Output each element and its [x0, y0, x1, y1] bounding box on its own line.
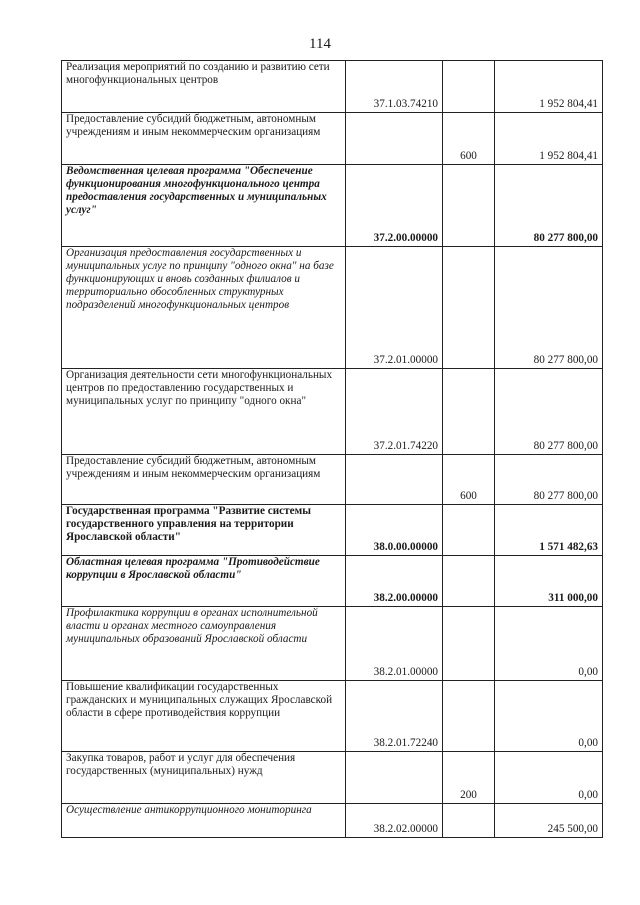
table-row [62, 369, 603, 455]
row-code-cell: 38.2.00.00000 [346, 556, 443, 607]
row-expense-type-cell [443, 556, 495, 607]
row-amount-cell: 1 571 482,63 [495, 505, 603, 556]
table-row [62, 113, 603, 165]
row-expense-type-cell: 600 [443, 113, 495, 165]
budget-table-body [62, 61, 603, 838]
row-amount-cell: 1 952 804,41 [495, 113, 603, 165]
table-row [62, 165, 603, 247]
row-amount-cell: 0,00 [495, 752, 603, 804]
row-code-cell: 38.0.00.00000 [346, 505, 443, 556]
row-expense-type-cell: 200 [443, 752, 495, 804]
row-name-cell: Осуществление антикоррупционного мониторинга [62, 804, 346, 838]
table-row [62, 752, 603, 804]
row-name-cell: Государственная программа "Развитие системы государственного управления на территории Ярославской области" [62, 505, 346, 556]
table-row [62, 607, 603, 681]
row-name-cell: Ведомственная целевая программа "Обеспечение функционирования многофункционального центра предоставления государственных и муниципальных услуг" [62, 165, 346, 247]
row-name-cell: Областная целевая программа "Противодействие коррупции в Ярославской области" [62, 556, 346, 607]
row-amount-cell: 0,00 [495, 681, 603, 752]
row-name-cell: Повышение квалификации государственных гражданских и муниципальных служащих Ярославской области в сфере противодействия коррупции [62, 681, 346, 752]
row-expense-type-cell [443, 505, 495, 556]
row-amount-cell: 80 277 800,00 [495, 369, 603, 455]
row-expense-type-cell [443, 607, 495, 681]
table-row [62, 61, 603, 113]
table-row [62, 681, 603, 752]
row-code-cell: 37.1.03.74210 [346, 61, 443, 113]
row-code-cell: 37.2.00.00000 [346, 165, 443, 247]
row-name-cell: Закупка товаров, работ и услуг для обеспечения государственных (муниципальных) нужд [62, 752, 346, 804]
table-row [62, 455, 603, 505]
row-amount-cell: 311 000,00 [495, 556, 603, 607]
row-code-cell: 37.2.01.74220 [346, 369, 443, 455]
budget-table [61, 60, 603, 838]
page-number: 114 [309, 36, 331, 52]
row-expense-type-cell [443, 804, 495, 838]
row-expense-type-cell [443, 247, 495, 369]
row-expense-type-cell: 600 [443, 455, 495, 505]
row-name-cell: Организация предоставления государственных и муниципальных услуг по принципу "одного окна" на базе функционирующих и вновь созданных филиалов и территориально обособленных структурных подразделений многофункциональных центров [62, 247, 346, 369]
row-expense-type-cell [443, 165, 495, 247]
row-name-cell: Профилактика коррупции в органах исполнительной власти и органах местного самоуправления муниципальных образований Ярославской области [62, 607, 346, 681]
row-code-cell: 38.2.01.72240 [346, 681, 443, 752]
row-amount-cell: 80 277 800,00 [495, 455, 603, 505]
row-code-cell [346, 113, 443, 165]
row-name-cell: Предоставление субсидий бюджетным, автономным учреждениям и иным некоммерческим организациям [62, 113, 346, 165]
row-amount-cell: 1 952 804,41 [495, 61, 603, 113]
row-amount-cell: 245 500,00 [495, 804, 603, 838]
table-row [62, 247, 603, 369]
table-row [62, 556, 603, 607]
row-amount-cell: 80 277 800,00 [495, 165, 603, 247]
table-row [62, 804, 603, 838]
row-name-cell: Реализация мероприятий по созданию и развитию сети многофункциональных центров [62, 61, 346, 113]
row-amount-cell: 80 277 800,00 [495, 247, 603, 369]
row-code-cell [346, 455, 443, 505]
row-name-cell: Предоставление субсидий бюджетным, автономным учреждениям и иным некоммерческим организациям [62, 455, 346, 505]
row-code-cell: 38.2.01.00000 [346, 607, 443, 681]
row-name-cell: Организация деятельности сети многофункциональных центров по предоставлению государственных и муниципальных услуг по принципу "одного окна" [62, 369, 346, 455]
row-amount-cell: 0,00 [495, 607, 603, 681]
row-expense-type-cell [443, 369, 495, 455]
row-code-cell: 37.2.01.00000 [346, 247, 443, 369]
row-expense-type-cell [443, 681, 495, 752]
row-expense-type-cell [443, 61, 495, 113]
row-code-cell [346, 752, 443, 804]
row-code-cell: 38.2.02.00000 [346, 804, 443, 838]
table-row [62, 505, 603, 556]
